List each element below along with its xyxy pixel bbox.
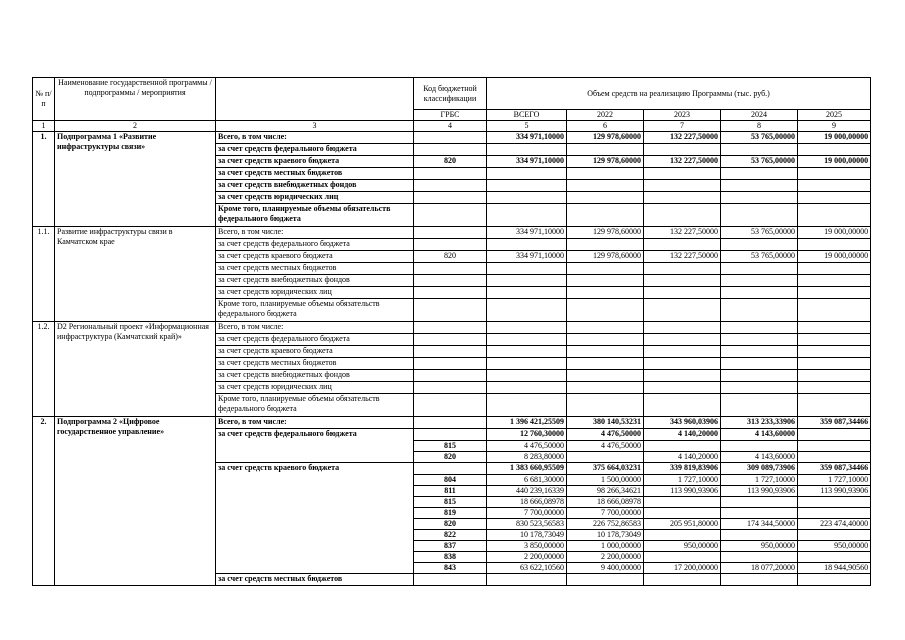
value-cell <box>487 346 567 358</box>
grbs-code: 820 <box>414 519 487 530</box>
value-cell: 4 476,50000 <box>567 441 644 452</box>
value-cell: 359 087,34466 <box>798 417 871 429</box>
value-cell <box>487 574 567 586</box>
value-cell: 359 087,34466 <box>798 463 871 475</box>
year-header: 2024 <box>721 110 798 121</box>
value-cell <box>487 192 567 204</box>
value-cell: 830 523,56583 <box>487 519 567 530</box>
value-cell <box>721 239 798 251</box>
value-cell: 129 978,60000 <box>567 132 644 144</box>
value-cell <box>567 370 644 382</box>
value-cell <box>487 168 567 180</box>
value-cell <box>721 530 798 541</box>
value-cell <box>487 180 567 192</box>
value-cell: 129 978,60000 <box>567 156 644 168</box>
value-cell <box>721 346 798 358</box>
index-row <box>33 121 871 132</box>
value-cell <box>644 192 721 204</box>
grbs-code: 822 <box>414 530 487 541</box>
year-header: 2025 <box>798 110 871 121</box>
value-cell <box>644 346 721 358</box>
value-cell: 53 765,00000 <box>721 251 798 263</box>
grbs-code <box>414 263 487 275</box>
grbs-code <box>414 463 487 475</box>
source-label: за счет средств внебюджетных фондов <box>216 275 414 287</box>
value-cell: 18 077,20000 <box>721 563 798 574</box>
value-cell: 4 140,20000 <box>644 429 721 441</box>
grbs-code: 820 <box>414 156 487 168</box>
index-cell: 8 <box>721 121 798 132</box>
grbs-code <box>414 192 487 204</box>
value-cell: 19 000,00000 <box>798 227 871 239</box>
value-cell <box>644 322 721 334</box>
grbs-code <box>414 227 487 239</box>
value-cell <box>721 144 798 156</box>
value-cell <box>567 358 644 370</box>
value-cell <box>644 370 721 382</box>
value-cell: 19 000,00000 <box>798 156 871 168</box>
value-cell: 7 700,00000 <box>567 508 644 519</box>
value-cell <box>567 239 644 251</box>
value-cell <box>798 346 871 358</box>
value-cell <box>567 204 644 227</box>
value-cell <box>721 275 798 287</box>
value-cell <box>644 204 721 227</box>
value-cell: 10 178,73049 <box>567 530 644 541</box>
source-label: за счет средств внебюджетных фондов <box>216 370 414 382</box>
value-cell <box>644 394 721 417</box>
value-cell <box>798 239 871 251</box>
value-cell <box>644 574 721 586</box>
value-cell <box>721 358 798 370</box>
source-label: за счет средств местных бюджетов <box>216 358 414 370</box>
grbs-code: 820 <box>414 452 487 463</box>
value-cell <box>721 299 798 322</box>
value-cell <box>644 552 721 563</box>
value-cell <box>567 394 644 417</box>
value-cell: 205 951,80000 <box>644 519 721 530</box>
value-cell <box>644 263 721 275</box>
value-cell <box>644 382 721 394</box>
value-cell <box>644 299 721 322</box>
value-cell <box>487 287 567 299</box>
source-label: за счет средств юридических лиц <box>216 382 414 394</box>
value-cell <box>798 263 871 275</box>
value-cell: 63 622,10560 <box>487 563 567 574</box>
value-cell: 98 266,34621 <box>567 486 644 497</box>
source-label: за счет средств местных бюджетов <box>216 263 414 275</box>
value-cell: 113 990,93906 <box>798 486 871 497</box>
index-cell: 4 <box>414 121 487 132</box>
source-label: за счет средств юридических лиц <box>216 287 414 299</box>
value-cell <box>567 382 644 394</box>
value-cell: 343 960,03906 <box>644 417 721 429</box>
value-cell <box>798 552 871 563</box>
value-cell <box>721 441 798 452</box>
source-label: за счет средств внебюджетных фондов <box>216 180 414 192</box>
value-cell: 440 239,16339 <box>487 486 567 497</box>
grbs-code: 815 <box>414 497 487 508</box>
value-cell <box>487 358 567 370</box>
value-cell <box>798 168 871 180</box>
value-cell <box>567 452 644 463</box>
value-cell <box>798 192 871 204</box>
value-cell: 129 978,60000 <box>567 227 644 239</box>
source-label: за счет средств краевого бюджета <box>216 156 414 168</box>
value-cell: 132 227,50000 <box>644 132 721 144</box>
value-cell <box>721 370 798 382</box>
value-cell <box>487 204 567 227</box>
grbs-code: 804 <box>414 475 487 486</box>
value-cell <box>567 168 644 180</box>
grbs-code <box>414 417 487 429</box>
table-row <box>33 227 871 239</box>
value-cell <box>644 497 721 508</box>
value-cell <box>567 574 644 586</box>
index-cell: 3 <box>216 121 414 132</box>
row-number: 1.1. <box>33 227 55 322</box>
value-cell: 4 476,50000 <box>567 429 644 441</box>
value-cell: 2 200,00000 <box>487 552 567 563</box>
value-cell <box>798 441 871 452</box>
value-cell <box>721 394 798 417</box>
value-cell: 950,00000 <box>798 541 871 552</box>
value-cell: 226 752,86583 <box>567 519 644 530</box>
year-header: 2022 <box>567 110 644 121</box>
value-cell: 309 089,73906 <box>721 463 798 475</box>
value-cell: 53 765,00000 <box>721 156 798 168</box>
index-cell: 7 <box>644 121 721 132</box>
value-cell <box>644 239 721 251</box>
value-cell <box>798 299 871 322</box>
grbs-code <box>414 299 487 322</box>
value-cell <box>567 180 644 192</box>
value-cell <box>721 180 798 192</box>
value-cell: 53 765,00000 <box>721 132 798 144</box>
value-cell <box>798 287 871 299</box>
index-cell: 9 <box>798 121 871 132</box>
value-cell: 1 727,10000 <box>644 475 721 486</box>
row-number: 2. <box>33 417 55 586</box>
value-cell: 9 400,00000 <box>567 563 644 574</box>
grbs-code <box>414 370 487 382</box>
value-cell: 1 727,10000 <box>798 475 871 486</box>
value-cell <box>721 287 798 299</box>
value-cell <box>644 144 721 156</box>
value-cell <box>798 275 871 287</box>
source-label: за счет средств краевого бюджета <box>216 463 414 574</box>
value-cell <box>487 322 567 334</box>
value-cell <box>798 334 871 346</box>
value-cell: 8 283,80000 <box>487 452 567 463</box>
value-cell: 1 727,10000 <box>721 475 798 486</box>
value-cell <box>487 382 567 394</box>
value-cell <box>798 370 871 382</box>
source-label: Всего, в том числе: <box>216 132 414 144</box>
year-header: 2023 <box>644 110 721 121</box>
row-name: Подпрограмма 2 «Цифровое государственное управление» <box>55 417 216 586</box>
value-cell <box>721 168 798 180</box>
row-name: Подпрограмма 1 «Развитие инфраструктуры связи» <box>55 132 216 227</box>
value-cell: 53 765,00000 <box>721 227 798 239</box>
grbs-code <box>414 346 487 358</box>
value-cell: 12 760,30000 <box>487 429 567 441</box>
value-cell: 132 227,50000 <box>644 251 721 263</box>
value-cell: 4 140,20000 <box>644 452 721 463</box>
value-cell: 129 978,60000 <box>567 251 644 263</box>
source-label: за счет средств краевого бюджета <box>216 346 414 358</box>
table-row <box>33 322 871 334</box>
grbs-code <box>414 287 487 299</box>
value-cell: 132 227,50000 <box>644 227 721 239</box>
grbs-code <box>414 275 487 287</box>
value-cell <box>487 239 567 251</box>
value-cell <box>721 574 798 586</box>
value-cell: 334 971,10000 <box>487 227 567 239</box>
value-cell <box>487 299 567 322</box>
table-row <box>33 417 871 429</box>
grbs-code: 820 <box>414 251 487 263</box>
year-header: ВСЕГО <box>487 110 567 121</box>
col-grbs-header: ГРБС <box>414 110 487 121</box>
grbs-code <box>414 382 487 394</box>
value-cell <box>798 508 871 519</box>
value-cell <box>798 574 871 586</box>
value-cell <box>644 530 721 541</box>
value-cell: 950,00000 <box>721 541 798 552</box>
value-cell: 4 143,60000 <box>721 429 798 441</box>
value-cell <box>644 508 721 519</box>
value-cell <box>721 192 798 204</box>
source-label: Кроме того, планируемые объемы обязательств федерального бюджета <box>216 204 414 227</box>
value-cell <box>644 180 721 192</box>
value-cell <box>721 263 798 275</box>
index-cell: 6 <box>567 121 644 132</box>
value-cell <box>644 275 721 287</box>
value-cell <box>567 334 644 346</box>
source-label: за счет средств местных бюджетов <box>216 574 414 586</box>
value-cell: 4 476,50000 <box>487 441 567 452</box>
grbs-code <box>414 132 487 144</box>
source-label: за счет средств федерального бюджета <box>216 239 414 251</box>
index-cell: 2 <box>55 121 216 132</box>
value-cell: 339 819,83906 <box>644 463 721 475</box>
grbs-code <box>414 144 487 156</box>
source-label: Кроме того, планируемые объемы обязательств федерального бюджета <box>216 299 414 322</box>
value-cell <box>721 204 798 227</box>
value-cell <box>567 287 644 299</box>
source-label: за счет средств федерального бюджета <box>216 429 414 463</box>
value-cell <box>798 144 871 156</box>
grbs-code: 837 <box>414 541 487 552</box>
source-label: за счет средств местных бюджетов <box>216 168 414 180</box>
grbs-code: 843 <box>414 563 487 574</box>
source-label: за счет средств краевого бюджета <box>216 251 414 263</box>
value-cell <box>487 370 567 382</box>
value-cell: 334 971,10000 <box>487 132 567 144</box>
value-cell: 3 850,00000 <box>487 541 567 552</box>
value-cell: 174 344,50000 <box>721 519 798 530</box>
value-cell: 10 178,73049 <box>487 530 567 541</box>
value-cell <box>798 452 871 463</box>
row-number: 1.2. <box>33 322 55 417</box>
budget-table <box>32 77 871 586</box>
index-cell: 1 <box>33 121 55 132</box>
value-cell <box>567 346 644 358</box>
value-cell <box>487 275 567 287</box>
value-cell <box>798 180 871 192</box>
value-cell: 19 000,00000 <box>798 132 871 144</box>
value-cell: 7 700,00000 <box>487 508 567 519</box>
value-cell <box>798 322 871 334</box>
source-label: Кроме того, планируемые объемы обязательств федерального бюджета <box>216 394 414 417</box>
value-cell: 18 944,90560 <box>798 563 871 574</box>
value-cell: 1 500,00000 <box>567 475 644 486</box>
header-row <box>33 78 871 110</box>
grbs-code <box>414 429 487 441</box>
value-cell <box>487 394 567 417</box>
value-cell: 19 000,00000 <box>798 251 871 263</box>
value-cell: 113 990,93906 <box>721 486 798 497</box>
row-number: 1. <box>33 132 55 227</box>
value-cell <box>644 358 721 370</box>
value-cell: 2 200,00000 <box>567 552 644 563</box>
grbs-code: 815 <box>414 441 487 452</box>
source-label: Всего, в том числе: <box>216 322 414 334</box>
value-cell <box>567 144 644 156</box>
value-cell: 132 227,50000 <box>644 156 721 168</box>
value-cell <box>721 382 798 394</box>
value-cell <box>798 204 871 227</box>
value-cell <box>798 497 871 508</box>
value-cell <box>487 144 567 156</box>
value-cell <box>798 382 871 394</box>
value-cell <box>721 322 798 334</box>
value-cell: 1 000,00000 <box>567 541 644 552</box>
grbs-code <box>414 180 487 192</box>
value-cell: 375 664,03231 <box>567 463 644 475</box>
value-cell: 223 474,40000 <box>798 519 871 530</box>
row-name: D2 Региональный проект «Информационная инфраструктура (Камчатский край)» <box>55 322 216 417</box>
value-cell <box>721 552 798 563</box>
source-label: Всего, в том числе: <box>216 417 414 429</box>
grbs-code: 811 <box>414 486 487 497</box>
value-cell <box>798 530 871 541</box>
value-cell <box>567 263 644 275</box>
grbs-code <box>414 322 487 334</box>
value-cell: 380 140,53231 <box>567 417 644 429</box>
value-cell <box>644 334 721 346</box>
col-name-header: Наименование государственной программы / подпрограммы / мероприятия <box>55 78 216 121</box>
value-cell: 334 971,10000 <box>487 156 567 168</box>
col-volume-header: Объем средств на реализацию Программы (тыс. руб.) <box>487 78 871 110</box>
value-cell <box>644 168 721 180</box>
value-cell: 6 681,30000 <box>487 475 567 486</box>
grbs-code <box>414 574 487 586</box>
grbs-code <box>414 239 487 251</box>
value-cell <box>487 334 567 346</box>
value-cell <box>798 429 871 441</box>
grbs-code <box>414 204 487 227</box>
value-cell <box>567 192 644 204</box>
grbs-code <box>414 168 487 180</box>
value-cell <box>567 322 644 334</box>
value-cell <box>721 497 798 508</box>
value-cell: 17 200,00000 <box>644 563 721 574</box>
value-cell <box>721 334 798 346</box>
source-label: Всего, в том числе: <box>216 227 414 239</box>
value-cell: 113 990,93906 <box>644 486 721 497</box>
budget-table-sheet <box>32 77 870 586</box>
value-cell <box>721 508 798 519</box>
value-cell: 334 971,10000 <box>487 251 567 263</box>
value-cell: 4 143,60000 <box>721 452 798 463</box>
source-label: за счет средств федерального бюджета <box>216 334 414 346</box>
value-cell <box>798 394 871 417</box>
source-label: за счет средств федерального бюджета <box>216 144 414 156</box>
value-cell: 950,00000 <box>644 541 721 552</box>
col-code-header: Код бюджетной классификации <box>414 78 487 110</box>
value-cell <box>567 275 644 287</box>
value-cell: 1 383 660,95509 <box>487 463 567 475</box>
col-num-header: № п/п <box>33 78 55 121</box>
grbs-code <box>414 334 487 346</box>
source-label: за счет средств юридических лиц <box>216 192 414 204</box>
value-cell <box>487 263 567 275</box>
value-cell: 18 666,08978 <box>487 497 567 508</box>
grbs-code: 838 <box>414 552 487 563</box>
table-row <box>33 132 871 144</box>
grbs-code <box>414 358 487 370</box>
value-cell <box>567 299 644 322</box>
value-cell: 313 233,33906 <box>721 417 798 429</box>
grbs-code <box>414 394 487 417</box>
col-source-header <box>216 78 414 121</box>
value-cell <box>644 441 721 452</box>
value-cell <box>798 358 871 370</box>
grbs-code: 819 <box>414 508 487 519</box>
value-cell <box>644 287 721 299</box>
row-name: Развитие инфраструктуры связи в Камчатском крае <box>55 227 216 322</box>
value-cell: 1 396 421,25509 <box>487 417 567 429</box>
value-cell: 18 666,08978 <box>567 497 644 508</box>
index-cell: 5 <box>487 121 567 132</box>
